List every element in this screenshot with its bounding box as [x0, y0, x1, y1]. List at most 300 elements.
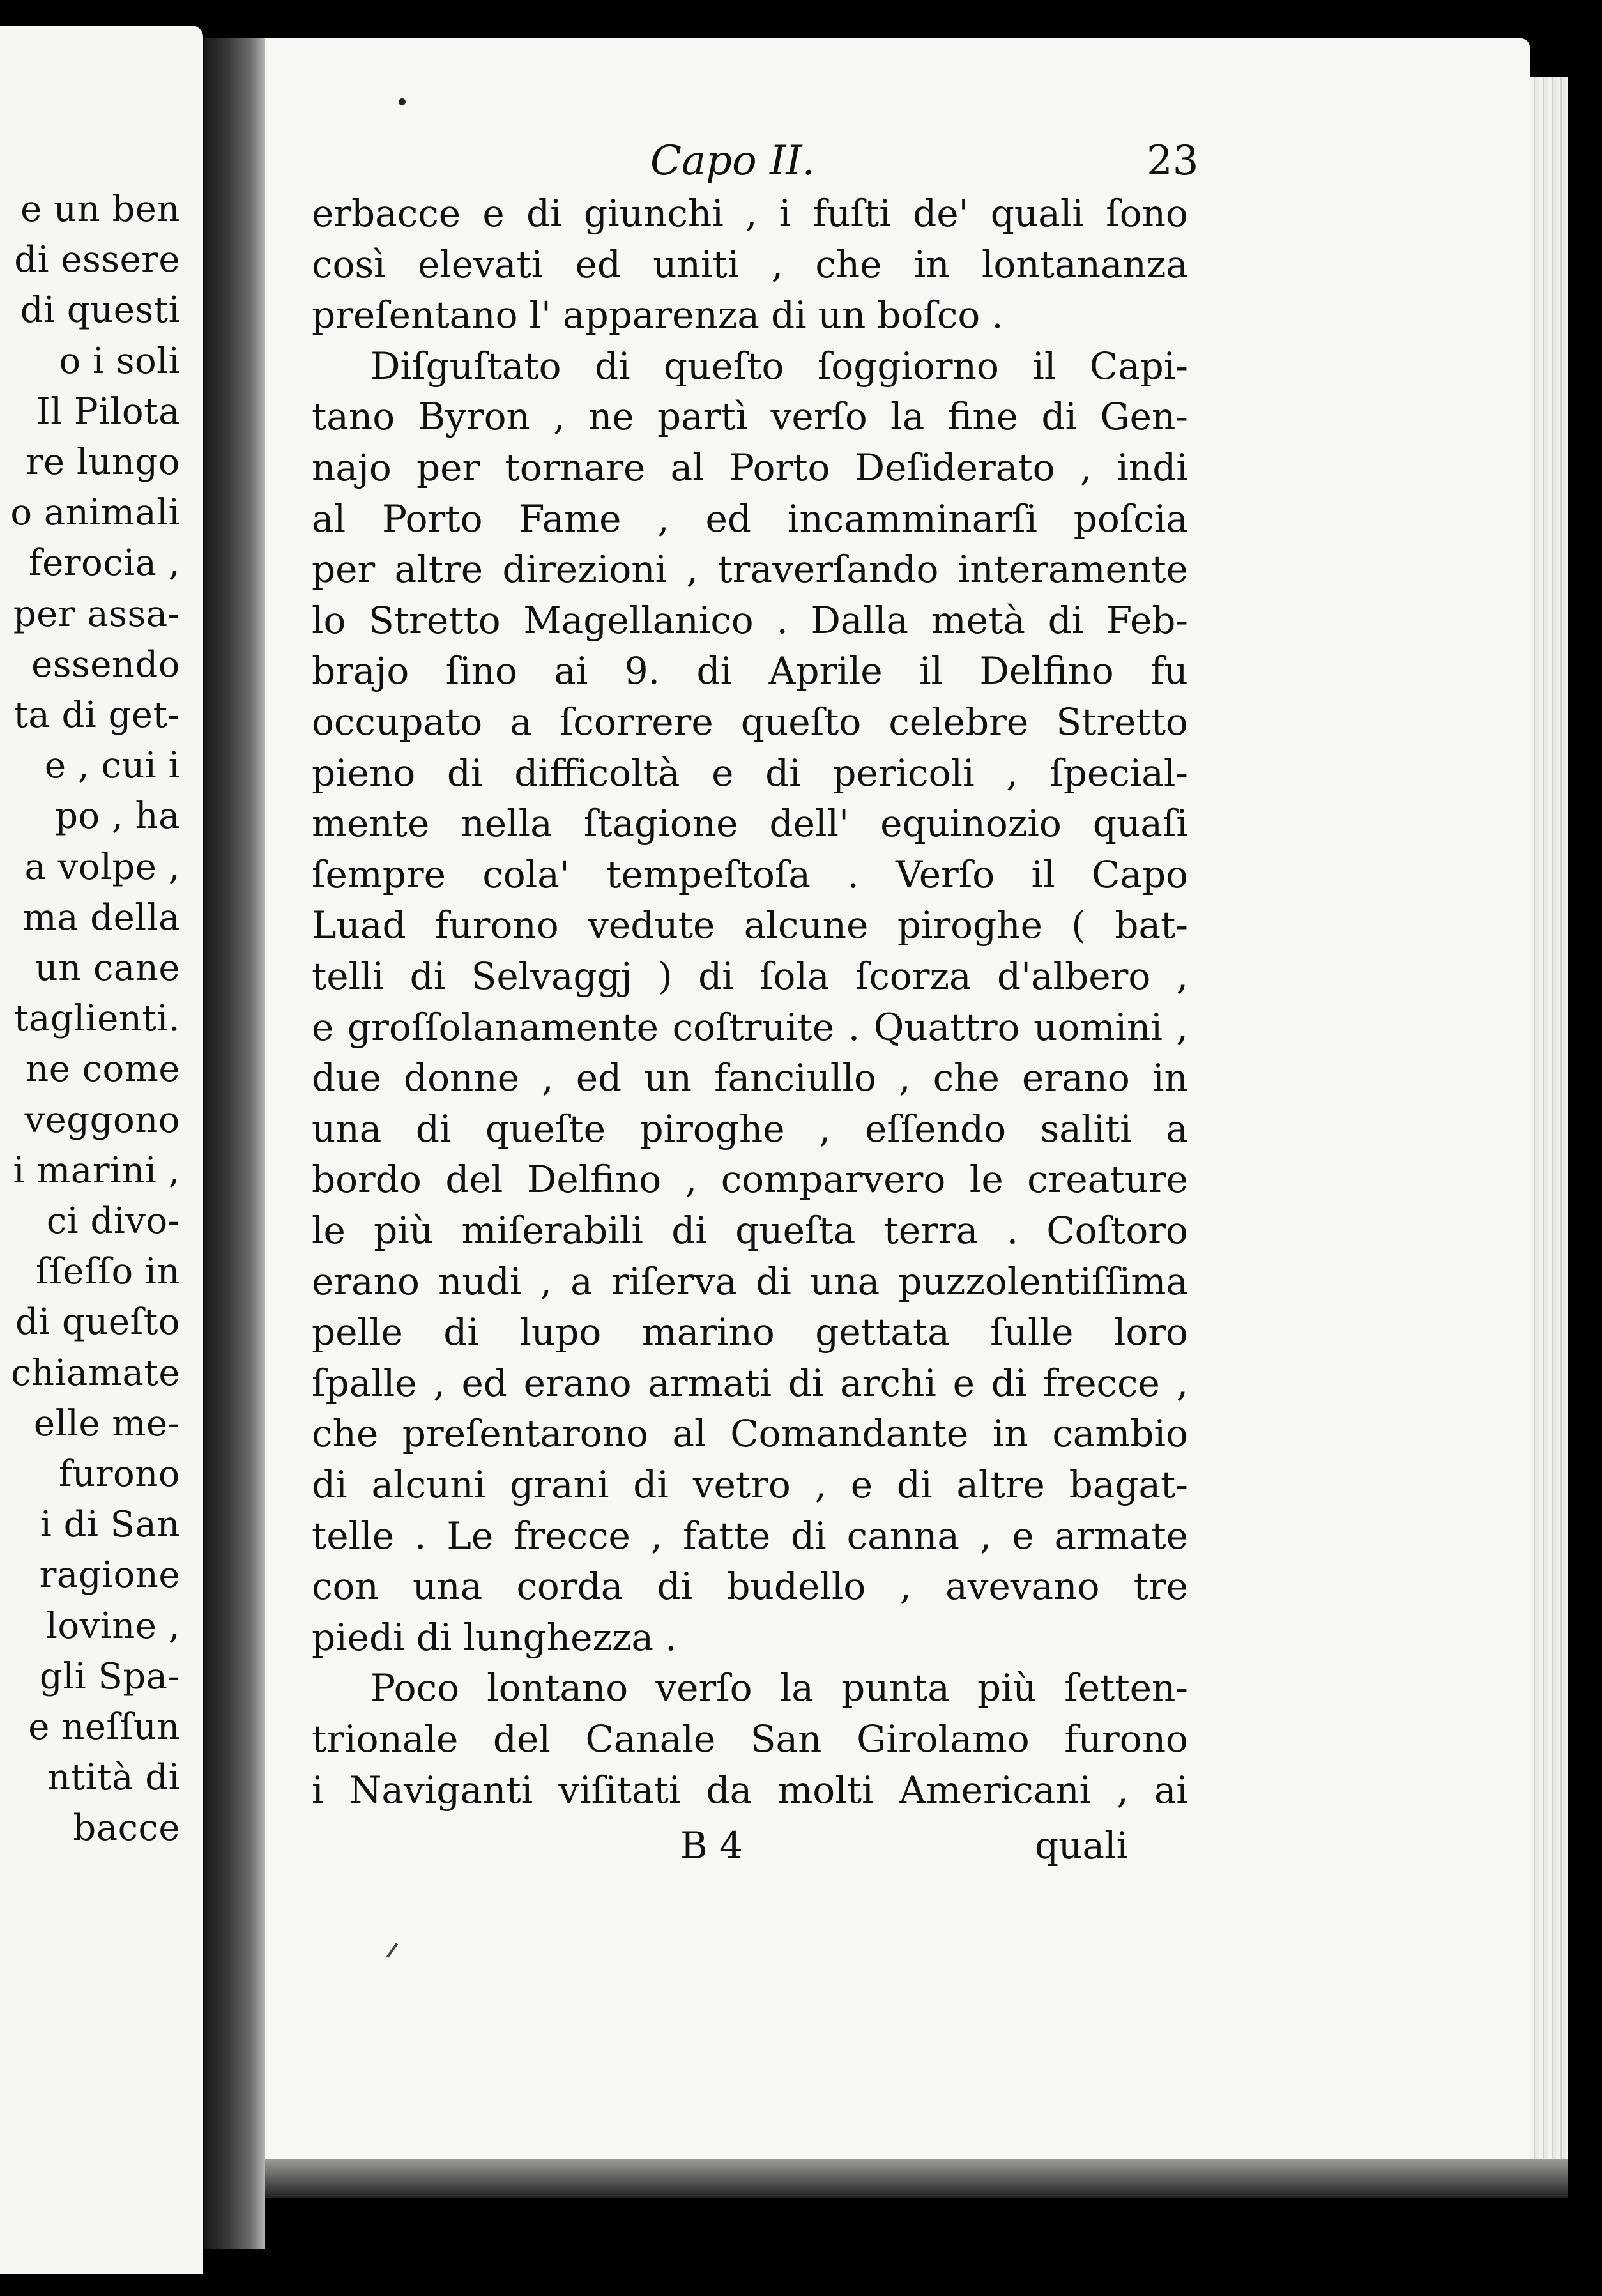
left-page-line: veggono	[24, 1099, 180, 1141]
word: corda	[516, 1565, 623, 1609]
word: in	[1152, 1056, 1188, 1100]
word: furono	[434, 903, 559, 947]
word: equinozio	[880, 802, 1062, 846]
word: al	[672, 1412, 706, 1456]
body-line	[312, 649, 1188, 693]
body-line	[312, 1106, 1188, 1151]
left-page-line: gli Spa-	[40, 1655, 180, 1697]
word: il	[1032, 344, 1057, 388]
left-page-line: di questi	[20, 289, 180, 332]
running-header-title: Capo II.	[650, 137, 815, 185]
word: del	[445, 1158, 503, 1202]
word: d'albero	[996, 954, 1151, 998]
word: de'	[913, 192, 969, 235]
word: i	[779, 192, 791, 235]
page-edges	[1530, 77, 1568, 2185]
word: un	[644, 1056, 692, 1100]
word: ed	[575, 242, 622, 286]
word: canna	[846, 1513, 959, 1557]
left-page-line: ntità di	[47, 1757, 180, 1799]
word: armati	[648, 1361, 772, 1405]
word: fanciullo	[714, 1056, 876, 1100]
word: pelle	[312, 1310, 403, 1354]
word: erano	[523, 1361, 632, 1405]
word: da	[706, 1768, 752, 1812]
word: Girolamo	[857, 1717, 1030, 1761]
word: Porto	[729, 446, 830, 489]
word: il	[919, 649, 943, 693]
word: ſino	[445, 649, 517, 693]
word: la	[779, 1666, 814, 1710]
word: Capo	[1091, 852, 1188, 896]
word: grani	[510, 1463, 609, 1506]
word: di	[409, 954, 446, 998]
word: di	[698, 954, 734, 998]
word: ,	[1176, 1005, 1188, 1049]
word: di	[416, 1615, 452, 1659]
word: di	[1048, 598, 1084, 642]
left-page-line: lovine ,	[46, 1605, 180, 1647]
word: pericoli	[832, 751, 975, 795]
word: direzioni	[502, 547, 668, 592]
word: creature	[1027, 1158, 1188, 1202]
word: traverſando	[717, 547, 939, 592]
word: Feb-	[1106, 598, 1188, 642]
word: e	[482, 192, 505, 235]
word: Poco	[370, 1666, 459, 1710]
word: alcune	[744, 903, 869, 947]
left-page-line: a volpe ,	[24, 846, 180, 888]
word: frecce	[514, 1513, 630, 1557]
word: Porto	[381, 496, 483, 540]
word: verſo	[770, 395, 867, 439]
word: di	[765, 751, 801, 795]
word: uniti	[653, 242, 740, 286]
word: riſerva	[611, 1259, 737, 1303]
word: .	[1006, 1209, 1018, 1252]
word: 9.	[624, 649, 660, 693]
word: ,	[433, 1361, 445, 1405]
body-line	[312, 1209, 1188, 1252]
word: così	[312, 242, 386, 286]
word: comparvero	[721, 1158, 946, 1202]
word: i	[312, 1768, 324, 1812]
word: di	[312, 1463, 347, 1506]
word: una	[412, 1565, 483, 1609]
word: due	[312, 1056, 381, 1100]
word: ſpalle	[312, 1361, 417, 1405]
word: cambio	[1052, 1412, 1188, 1456]
word: ,	[1176, 954, 1188, 998]
word: viſitati	[558, 1768, 681, 1812]
word: celebre	[889, 700, 1029, 744]
word: di	[770, 293, 807, 337]
left-page-line: ferocia ,	[28, 542, 180, 585]
word: una	[312, 1106, 382, 1151]
word: di	[1041, 395, 1078, 439]
word: ſempre	[312, 852, 446, 896]
left-page-line: essendo	[31, 643, 180, 685]
body-line	[312, 547, 1188, 592]
word: a	[1166, 1106, 1188, 1151]
word: Byron	[418, 395, 530, 439]
word: ,	[899, 1565, 912, 1609]
word: trionale	[312, 1717, 459, 1761]
word: poſcia	[1073, 496, 1188, 540]
word: queſte	[485, 1106, 606, 1151]
word: lontano	[487, 1666, 629, 1710]
word: lupo	[519, 1310, 602, 1354]
left-page-line: e neſſun	[28, 1706, 180, 1748]
word: piroghe	[639, 1106, 785, 1151]
word: nella	[461, 802, 553, 846]
word: (	[1071, 903, 1086, 947]
word: Naviganti	[349, 1768, 533, 1812]
word: più	[374, 1209, 434, 1252]
word: ,	[899, 1056, 911, 1100]
word: ,	[814, 1463, 827, 1506]
word: ne	[588, 395, 634, 439]
word: fine	[947, 395, 1018, 439]
body-line	[312, 1463, 1188, 1506]
word: fuſti	[812, 192, 891, 235]
word: erano	[312, 1259, 420, 1303]
word: mente	[312, 802, 430, 846]
word: frecce	[1043, 1361, 1160, 1405]
word: ,	[745, 192, 758, 235]
word: pieno	[312, 751, 416, 795]
word: le	[969, 1158, 1003, 1202]
word: gettata	[815, 1310, 950, 1354]
left-page-line: e , cui i	[44, 745, 180, 787]
word: Americani	[899, 1768, 1092, 1812]
word: molti	[777, 1768, 874, 1812]
word: Stretto	[1056, 700, 1188, 744]
word: ſcorza	[855, 954, 972, 998]
word: tempeſtoſa	[606, 852, 811, 896]
word: a	[510, 700, 532, 744]
body-line	[312, 192, 1188, 235]
body-line	[312, 852, 1188, 896]
word: l'	[529, 293, 551, 337]
body-line	[312, 751, 1188, 795]
word: Delfino	[979, 649, 1114, 693]
word: di	[991, 1361, 1027, 1405]
body-line	[312, 1513, 1188, 1557]
word: e	[952, 1361, 975, 1405]
word: nudi	[438, 1259, 522, 1303]
word: vetro	[692, 1463, 791, 1506]
word: che	[933, 1056, 1000, 1100]
word: a	[570, 1259, 593, 1303]
word: ,	[1006, 751, 1018, 795]
word: elevati	[417, 242, 544, 286]
word: e	[1012, 1513, 1034, 1557]
word: ai	[1154, 1768, 1188, 1812]
word: la	[890, 395, 925, 439]
word: Gen-	[1100, 395, 1188, 439]
word: Canale	[585, 1717, 716, 1761]
word: Stretto	[369, 598, 501, 642]
body-line	[312, 1361, 1188, 1405]
word: di	[896, 1463, 933, 1506]
word: ,	[1117, 1768, 1129, 1812]
body-line	[312, 242, 1188, 286]
word: loro	[1113, 1310, 1188, 1354]
word: alcuni	[371, 1463, 486, 1506]
word: Selvaggj	[471, 954, 632, 998]
left-page-line: ta di get-	[13, 694, 180, 736]
body-line	[312, 1310, 1188, 1354]
word: ,	[686, 547, 699, 592]
word: ,	[685, 1158, 698, 1202]
word: di	[415, 1106, 452, 1151]
word: .	[848, 1005, 860, 1049]
word: ſtagione	[583, 802, 738, 846]
left-page-line: Il Pilota	[36, 390, 180, 432]
word: interamente	[957, 547, 1188, 592]
word: ,	[542, 1056, 554, 1100]
left-page-line: ragione	[39, 1554, 180, 1596]
word: erano	[1021, 1056, 1130, 1100]
word: telli	[312, 954, 385, 998]
word: piedi	[312, 1615, 405, 1659]
word: per	[312, 547, 376, 592]
word: Luad	[312, 903, 406, 947]
word: brajo	[312, 649, 409, 693]
word: al	[670, 446, 705, 489]
left-page-line: taglienti.	[14, 998, 180, 1040]
word: Diſguſtato	[370, 344, 561, 388]
word: giunchi	[583, 192, 724, 235]
word: e	[312, 1005, 334, 1049]
word: vedute	[588, 903, 715, 947]
word: queſto	[663, 344, 784, 388]
word: .	[665, 1615, 677, 1659]
word: di	[791, 1513, 827, 1557]
word: di	[443, 1310, 479, 1354]
left-page-line: bacce	[73, 1807, 180, 1849]
word: erbacce	[312, 192, 461, 235]
word: che	[312, 1412, 379, 1456]
word: Le	[446, 1513, 494, 1557]
left-page-line: ne come	[26, 1048, 180, 1091]
word: najo	[312, 446, 392, 489]
word: ſoggiorno	[817, 344, 999, 388]
word: tre	[1133, 1565, 1188, 1609]
word: tornare	[505, 446, 646, 489]
word: indi	[1117, 446, 1188, 489]
word: di	[526, 192, 562, 235]
word: ,	[650, 1513, 663, 1557]
word: archi	[840, 1361, 936, 1405]
left-page-line: po , ha	[55, 795, 180, 838]
word: in	[913, 242, 950, 286]
left-page-line: elle me-	[33, 1402, 180, 1444]
body-line	[312, 954, 1188, 998]
word: e	[712, 751, 734, 795]
word: di	[633, 1463, 669, 1506]
ink-speck	[399, 98, 406, 105]
left-page-line: di queſto	[15, 1301, 180, 1343]
word: .	[847, 852, 859, 896]
word: partì	[657, 395, 748, 439]
body-line	[312, 598, 1188, 642]
word: saliti	[1040, 1106, 1132, 1151]
word: ,	[540, 1259, 552, 1303]
word: terra	[883, 1209, 979, 1252]
body-line	[312, 395, 1188, 439]
body-line	[312, 446, 1188, 489]
word: ,	[819, 1106, 831, 1151]
word: avevano	[945, 1565, 1100, 1609]
word: boſco	[877, 293, 980, 337]
word: incamminarſi	[787, 496, 1037, 540]
left-page-line: ci divo-	[46, 1200, 180, 1242]
word: un	[818, 293, 866, 337]
left-facing-page	[0, 26, 203, 2274]
body-line	[312, 1259, 1188, 1303]
word: dell'	[769, 802, 850, 846]
word: il	[1031, 852, 1055, 896]
word: armate	[1054, 1513, 1188, 1557]
word: Dalla	[811, 598, 909, 642]
word: eſſendo	[865, 1106, 1007, 1151]
word: di	[657, 1565, 693, 1609]
word: ,	[657, 496, 669, 540]
word: ed	[576, 1056, 622, 1100]
word: uomini	[1034, 1005, 1163, 1049]
word: Deſiderato	[855, 446, 1055, 489]
word: tano	[312, 395, 395, 439]
word: .	[991, 293, 1003, 337]
body-line	[312, 293, 1188, 337]
word: verſo	[655, 1666, 752, 1710]
word: fu	[1150, 649, 1188, 693]
word: groſſolanamente	[347, 1005, 659, 1049]
word: per	[416, 446, 480, 489]
word: miſerabili	[461, 1209, 643, 1252]
word: fatte	[683, 1513, 771, 1557]
word: bat-	[1115, 903, 1188, 947]
word: San	[750, 1717, 822, 1761]
word: lontananza	[981, 242, 1188, 286]
left-page-line: furono	[58, 1453, 180, 1495]
word: ſulle	[990, 1310, 1074, 1354]
word: in	[992, 1412, 1028, 1456]
word: bagat-	[1069, 1463, 1188, 1506]
left-page-line: per assa-	[13, 593, 180, 635]
word: altre	[394, 547, 484, 592]
word: le	[312, 1209, 346, 1252]
word: ed	[461, 1361, 507, 1405]
word: ſetten-	[1064, 1666, 1188, 1710]
word: ,	[553, 395, 565, 439]
word: ed	[705, 496, 751, 540]
left-page-line: un cane	[34, 947, 180, 989]
word: queſto	[740, 700, 862, 744]
word: .	[414, 1513, 427, 1557]
word: telle	[312, 1513, 395, 1557]
word: Fame	[519, 496, 622, 540]
body-line	[312, 1666, 1188, 1710]
body-line	[312, 344, 1188, 388]
word: difficoltà	[514, 751, 680, 795]
word: ,	[1079, 446, 1092, 489]
left-page-line: i marini ,	[13, 1149, 180, 1191]
catchword: quali	[1035, 1824, 1129, 1867]
word: con	[312, 1565, 379, 1609]
word: metà	[931, 598, 1025, 642]
word: lo	[312, 598, 346, 642]
body-line	[312, 1565, 1188, 1609]
left-page-line: o animali	[10, 492, 180, 534]
word: furono	[1064, 1717, 1188, 1761]
word: cola'	[482, 852, 570, 896]
word: quali	[990, 192, 1084, 235]
word: apparenza	[562, 293, 759, 337]
word: più	[977, 1666, 1037, 1710]
word: di	[671, 1209, 707, 1252]
word: coſtruite	[672, 1005, 835, 1049]
bottom-edge-shadow	[265, 2159, 1568, 2198]
word: punta	[841, 1666, 950, 1710]
word: lunghezza	[463, 1615, 654, 1659]
page-number: 23	[1147, 137, 1199, 185]
body-line	[312, 1158, 1188, 1202]
word: piroghe	[897, 903, 1042, 947]
word: Comandante	[730, 1412, 969, 1456]
word: marino	[641, 1310, 775, 1354]
left-page-line: ſſeſſo in	[35, 1251, 180, 1293]
word: preſentarono	[402, 1412, 648, 1456]
word: queſta	[735, 1209, 856, 1252]
word: di	[756, 1259, 791, 1303]
word: ſono	[1106, 192, 1188, 235]
body-line	[312, 1412, 1188, 1456]
word: altre	[956, 1463, 1045, 1506]
word: ſpecial-	[1049, 751, 1188, 795]
word: ,	[771, 242, 784, 286]
book-gutter	[204, 38, 265, 2249]
word: puzzolentiſſima	[898, 1259, 1188, 1303]
body-line	[312, 1615, 1188, 1659]
body-line	[312, 700, 1188, 744]
left-page-line: di essere	[14, 239, 180, 281]
word: di	[696, 649, 733, 693]
word: al	[312, 496, 346, 540]
word: ſola	[759, 954, 830, 998]
word: del	[492, 1717, 551, 1761]
word: Capi-	[1089, 344, 1188, 388]
word: quaſi	[1092, 802, 1188, 846]
word: ai	[554, 649, 588, 693]
word: ,	[979, 1513, 992, 1557]
left-page-line: e un ben	[20, 188, 180, 230]
word: ,	[1176, 1361, 1188, 1405]
word: Quattro	[873, 1005, 1020, 1049]
body-line	[312, 1056, 1188, 1100]
word: Verſo	[896, 852, 995, 896]
word: donne	[403, 1056, 520, 1100]
word: una	[809, 1259, 880, 1303]
body-line	[312, 802, 1188, 846]
body-line	[312, 496, 1188, 540]
left-page-line: ma della	[22, 896, 180, 938]
word: preſentano	[312, 293, 518, 337]
word: )	[658, 954, 673, 998]
word: Magellanico	[523, 598, 754, 642]
